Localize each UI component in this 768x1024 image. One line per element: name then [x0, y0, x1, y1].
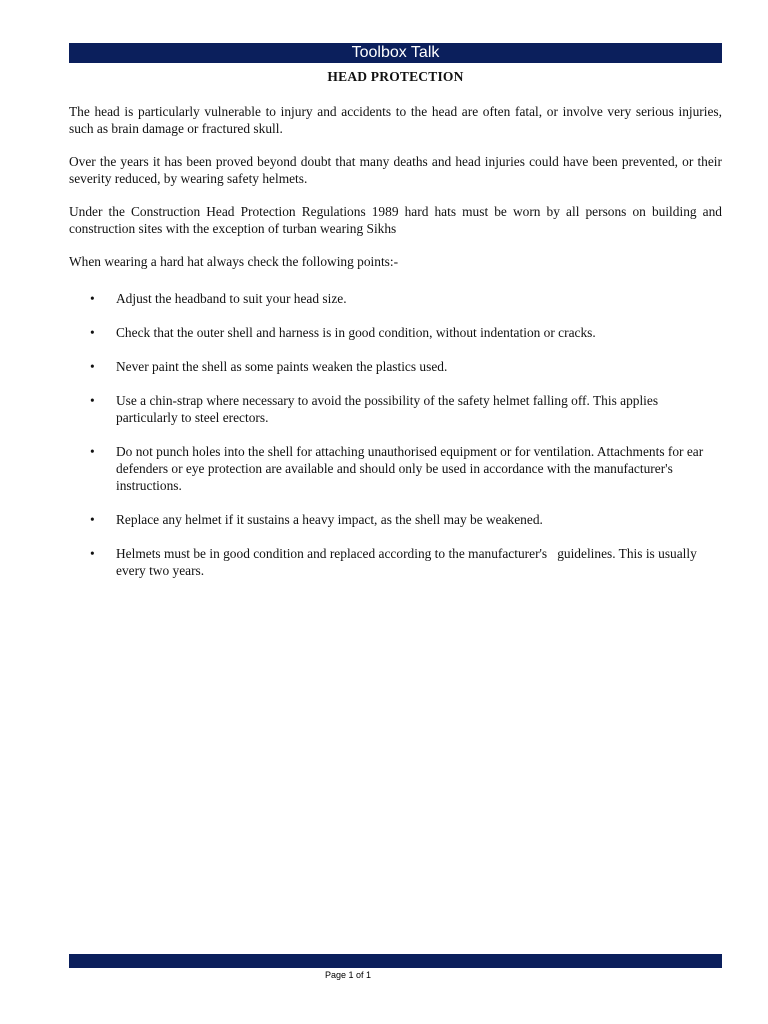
- bullet-icon: •: [90, 512, 95, 527]
- regulations-paragraph: Under the Construction Head Protection Regulations 1989 hard hats must be worn by all persons on building and construction sites with the exception of turban wearing Sikhs: [69, 204, 722, 236]
- intro-paragraph: The head is particularly vulnerable to injury and accidents to the head are often fatal, or involve very serious injuries, such as brain damage or fractured skull.: [69, 104, 722, 136]
- list-item: [69, 324, 722, 341]
- header-bar: [69, 43, 722, 63]
- page-number: Page 1 of 1: [324, 970, 372, 980]
- checklist-intro-paragraph: When wearing a hard hat always check the following points:-: [69, 254, 399, 269]
- list-item: [69, 511, 722, 528]
- bullet-icon: •: [90, 359, 95, 374]
- list-item-text: Check that the outer shell and harness is in good condition, without indentation or cracks.: [116, 325, 596, 340]
- list-item: [69, 392, 722, 426]
- document-body: [69, 103, 722, 596]
- list-item: [69, 358, 722, 375]
- checklist: [69, 290, 722, 579]
- list-item: [69, 443, 722, 494]
- list-item-text: Never paint the shell as some paints weaken the plastics used.: [116, 359, 448, 374]
- list-item-text: Adjust the headband to suit your head size.: [116, 291, 347, 306]
- bullet-icon: •: [90, 291, 95, 306]
- bullet-icon: •: [90, 444, 95, 459]
- list-item: [69, 545, 722, 579]
- evidence-paragraph: Over the years it has been proved beyond doubt that many deaths and head injuries could have been prevented, or their severity reduced, by wearing safety helmets.: [69, 154, 722, 186]
- list-item-text: Helmets must be in good condition and replaced according to the manufacturer's guidelines. This is usually every two years.: [116, 546, 701, 578]
- header-title: Toolbox Talk: [351, 44, 440, 61]
- document-title: HEAD PROTECTION: [327, 69, 464, 84]
- bullet-icon: •: [90, 393, 95, 408]
- list-item-text: Replace any helmet if it sustains a heavy impact, as the shell may be weakened.: [116, 512, 543, 527]
- bullet-icon: •: [90, 325, 95, 340]
- list-item-text: Use a chin-strap where necessary to avoid the possibility of the safety helmet falling off. This applies particularly to steel erectors.: [116, 393, 659, 425]
- list-item: [69, 290, 722, 307]
- list-item-text: Do not punch holes into the shell for attaching unauthorised equipment or for ventilation. Attachments for ear defenders or eye protection are available and should only be used in accordance with the manufacturer's instructions.: [116, 444, 704, 493]
- footer-bar: [69, 954, 722, 968]
- bullet-icon: •: [90, 546, 95, 561]
